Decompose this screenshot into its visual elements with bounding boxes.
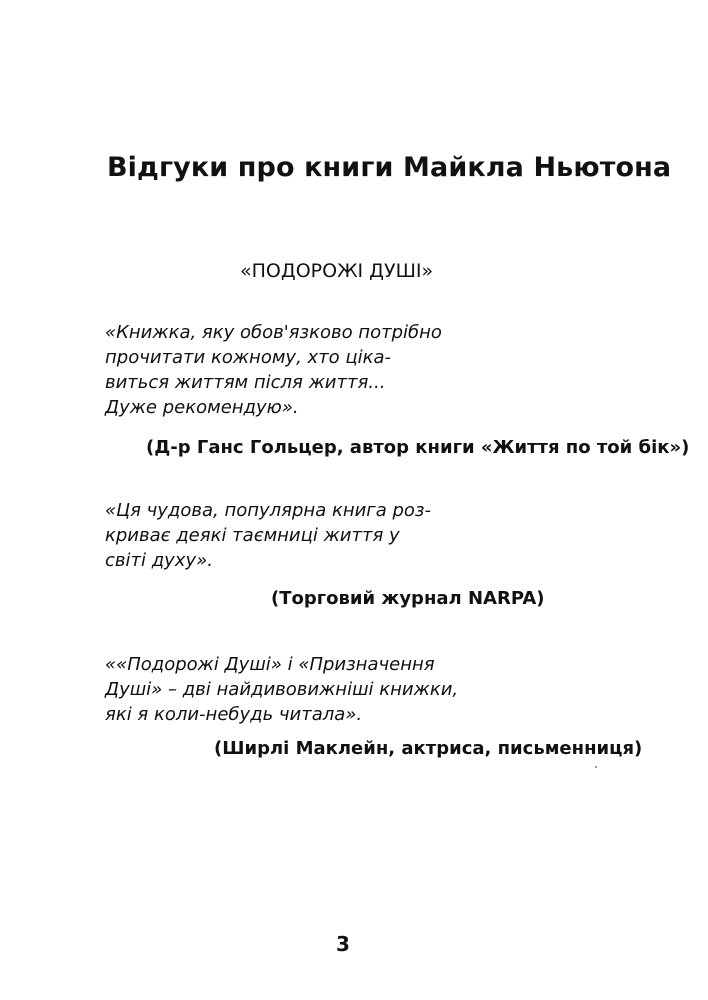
quote-line: прочитати кожному, хто ціка-	[105, 347, 392, 368]
review-attribution: (Ширлі Маклейн, актриса, письменниця)	[214, 738, 643, 759]
page-number: 3	[336, 932, 350, 956]
review-attribution: (Торговий журнал NARPA)	[271, 588, 545, 609]
scan-speck	[595, 766, 597, 768]
quote-line: Душі» – дві найдивовижніші книжки,	[105, 679, 459, 700]
quote-line: які я коли-небудь читала».	[105, 704, 363, 725]
quote-line: Дуже рекомендую».	[105, 397, 299, 418]
page-title: Відгуки про книги Майкла Ньютона	[107, 152, 672, 183]
review-attribution: (Д-р Ганс Гольцер, автор книги «Життя по той бік»)	[146, 437, 690, 458]
quote-line: виться життям після життя...	[105, 372, 386, 393]
quote-line: криває деякі таємниці життя у	[105, 525, 400, 546]
quote-line: «Книжка, яку обов'язково потрібно	[105, 322, 442, 343]
quote-line: «Ця чудова, популярна книга роз-	[105, 500, 431, 521]
book-title-heading: «ПОДОРОЖІ ДУШІ»	[240, 260, 434, 282]
review-quote	[105, 498, 435, 573]
quote-line: світі духу».	[105, 550, 213, 571]
quote-line: ««Подорожі Душі» і «Призначення	[105, 654, 435, 675]
review-quote	[105, 652, 459, 727]
review-quote	[105, 320, 442, 420]
